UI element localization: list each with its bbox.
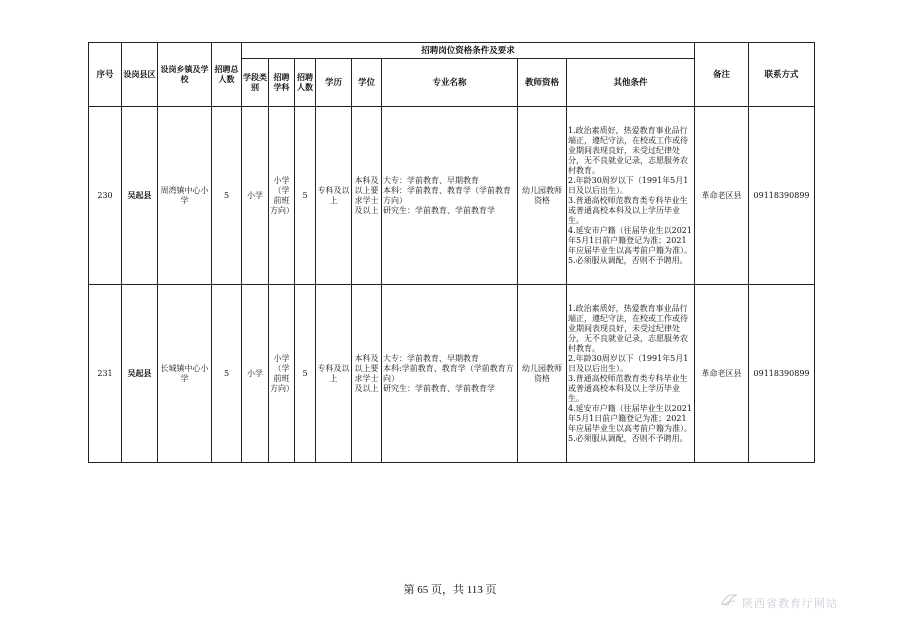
cell-other (567, 285, 695, 463)
cell-county: 吴起县 (122, 107, 158, 285)
cell-contact: 09118390899 (749, 285, 815, 463)
header-remark: 备注 (695, 43, 749, 107)
cell-remark: 革命老区县 (695, 107, 749, 285)
header-total: 招聘总人数 (212, 43, 242, 107)
cell-count: 5 (295, 285, 316, 463)
header-requirements-group: 招聘岗位资格条件及要求 (242, 43, 695, 59)
header-degree: 学位 (352, 59, 382, 107)
cell-school: 长城镇中心小学 (158, 285, 212, 463)
cell-subject: 小学（学前班方向） (269, 285, 295, 463)
cell-education: 专科及以上 (316, 107, 352, 285)
other-text: 1.政治素质好，热爱教育事业品行端正，遵纪守法，在校或工作或待业期间表现良好，未受过纪律处分，无不良就业记录，志愿服务农村教育。 2.年龄30周岁以下（1991年5月1日及以后出生）。 3.普通高校师范教育类专科毕业生或普通高校本科及以上学历毕业生。 4.延安市户籍（往届毕业生以2021年5月1日前户籍登记为准；2021年应届毕业生以高考前户籍为准）。 5.必须服从调配，否则不予聘用。 (568, 303, 692, 443)
header-major: 专业名称 (382, 59, 518, 107)
cell-remark: 革命老区县 (695, 285, 749, 463)
cell-subject: 小学（学前班方向） (269, 107, 295, 285)
major-text: 大专：学前教育、早期教育 本科:学前教育、教育学（学前教育方向） 研究生：学前教育、学前教育学 (383, 353, 514, 393)
cell-count: 5 (295, 107, 316, 285)
cell-teacher-cert: 幼儿园教师资格 (518, 107, 567, 285)
cell-school: 周湾镇中心小学 (158, 107, 212, 285)
cell-stage: 小学 (242, 107, 269, 285)
table-row (89, 107, 815, 285)
cell-total: 5 (212, 107, 242, 285)
header-county: 设岗县区 (122, 43, 158, 107)
recruitment-table (88, 42, 815, 463)
cell-other (567, 107, 695, 285)
header-stage: 学段类别 (242, 59, 269, 107)
cell-major (382, 285, 518, 463)
cell-degree: 本科及以上要求学士及以上 (352, 107, 382, 285)
other-text: 1.政治素质好，热爱教育事业品行端正，遵纪守法，在校或工作或待业期间表现良好，未受过纪律处分，无不良就业记录，志愿服务农村教育。 2.年龄30周岁以下（1991年5月1日及以后出生）。 3.普通高校师范教育类专科毕业生或普通高校本科及以上学历毕业生。 4.延安市户籍（往届毕业生以2021年5月1日前户籍登记为准；2021年应届毕业生以高考前户籍为准）。 5.必须服从调配，否则不予聘用。 (568, 125, 692, 265)
header-other: 其他条件 (567, 59, 695, 107)
cell-total: 5 (212, 285, 242, 463)
table-row (89, 285, 815, 463)
watermark-text: 陕西省教育厅网站 (742, 597, 838, 610)
watermark-logo-icon (720, 592, 738, 608)
cell-major (382, 107, 518, 285)
cell-seq: 231 (89, 285, 122, 463)
header-town-school: 设岗乡镇及学校 (158, 43, 212, 107)
page-footer: 第 65 页，共 113 页 (403, 584, 497, 596)
header-subject: 招聘学科 (269, 59, 295, 107)
major-text: 大专：学前教育、早期教育 本科：学前教育、教育学（学前教育方向） 研究生：学前教育、学前教育学 (383, 175, 511, 215)
cell-stage: 小学 (242, 285, 269, 463)
header-teacher-cert: 教师资格 (518, 59, 567, 107)
cell-seq: 230 (89, 107, 122, 285)
cell-county: 吴起县 (122, 285, 158, 463)
cell-degree: 本科及以上要求学士及以上 (352, 285, 382, 463)
cell-education: 专科及以上 (316, 285, 352, 463)
header-contact: 联系方式 (749, 43, 815, 107)
cell-contact: 09118390899 (749, 107, 815, 285)
header-count: 招聘人数 (295, 59, 316, 107)
cell-teacher-cert: 幼儿园教师资格 (518, 285, 567, 463)
header-education: 学历 (316, 59, 352, 107)
header-seq: 序号 (89, 43, 122, 107)
